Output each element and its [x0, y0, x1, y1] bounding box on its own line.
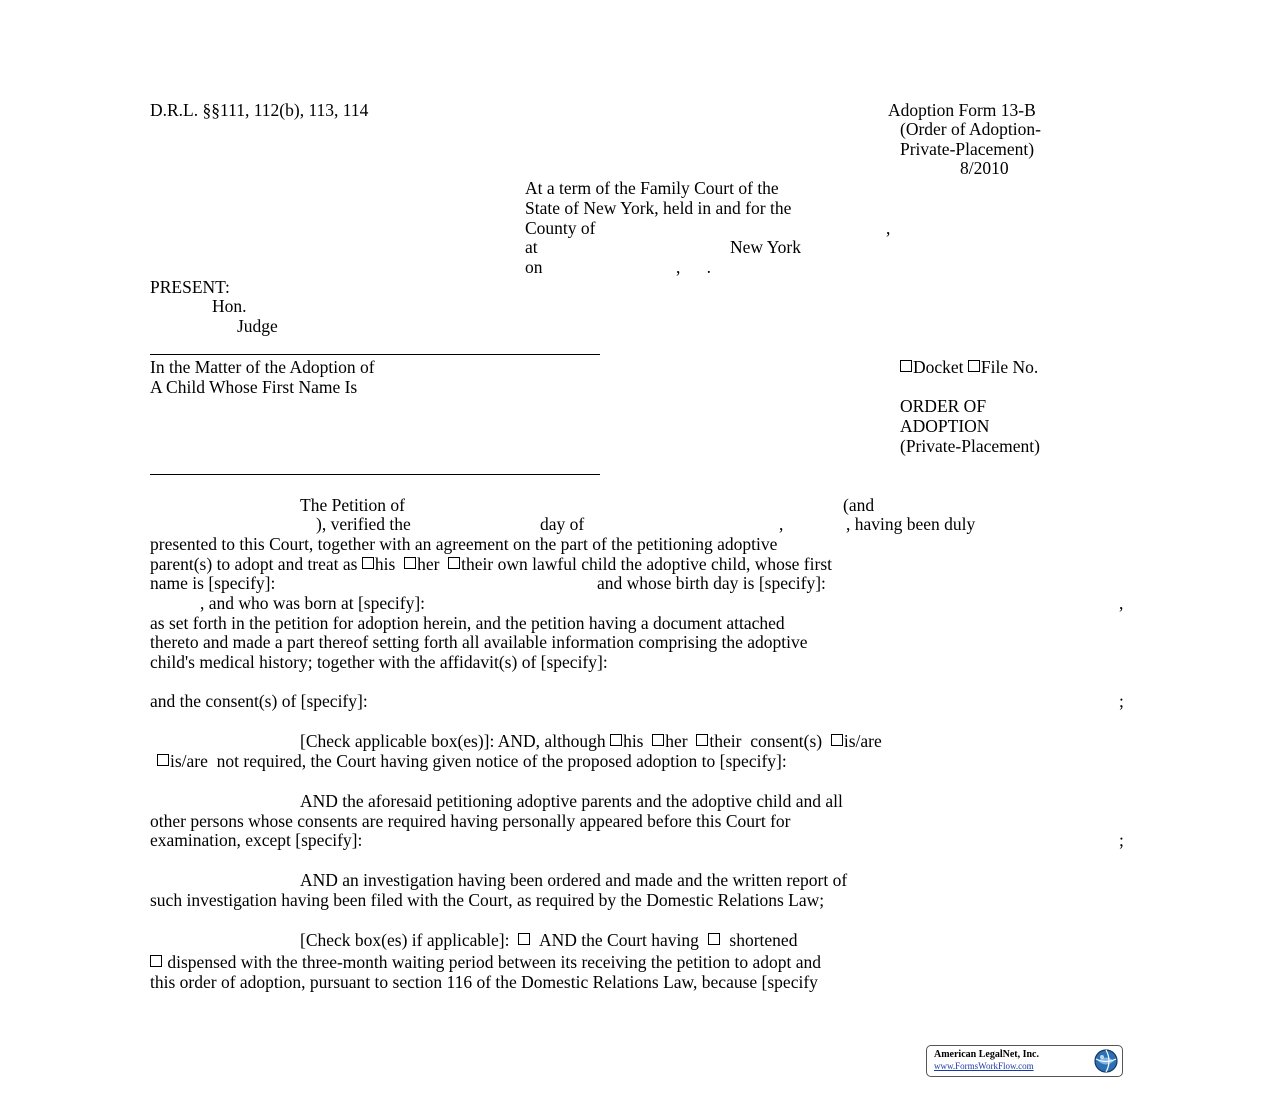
on-date-punctuation: , .: [676, 257, 711, 277]
their-checkbox[interactable]: [448, 557, 460, 569]
his-checkbox[interactable]: [362, 557, 374, 569]
publisher-name: American LegalNet, Inc.: [934, 1049, 1039, 1060]
first-name-label: name is [specify]:: [150, 573, 276, 593]
form-subtitle-2: Private-Placement): [900, 139, 1035, 159]
caption-bottom-rule: [150, 474, 600, 475]
body-line: presented to this Court, together with an agreement on the part of the petitioning adoptive: [150, 534, 778, 554]
adopt-treat-line: [150, 555, 832, 575]
examination-except-label: examination, except [specify]:: [150, 830, 363, 850]
docket-checkbox[interactable]: [900, 360, 912, 372]
globe-icon: [1093, 1048, 1119, 1074]
form-date: 8/2010: [960, 158, 1009, 178]
body-line: this order of adoption, pursuant to section 116 of the Domestic Relations Law, because [specify: [150, 972, 818, 992]
caption-matter-line: In the Matter of the Adoption of: [150, 357, 375, 377]
their-label: their: [709, 731, 742, 751]
form-number: Adoption Form 13-B: [888, 100, 1036, 120]
dispensed-checkbox[interactable]: [150, 955, 162, 967]
order-title-2: ADOPTION: [900, 416, 990, 436]
form-subtitle-1: (Order of Adoption-: [900, 119, 1041, 139]
waiting-period-line: [300, 931, 797, 951]
county-comma: ,: [886, 218, 891, 238]
check-applicable-label: [Check applicable box(es)]: AND, although: [300, 731, 606, 751]
file-no-checkbox[interactable]: [968, 360, 980, 372]
notice-text: not required, the Court having given notice of the proposed adoption to [specify]:: [216, 751, 787, 771]
court-having-label: AND the Court having: [538, 930, 699, 950]
order-title-3: (Private-Placement): [900, 436, 1040, 456]
consents-word: consent(s): [750, 731, 823, 751]
hon-label: Hon.: [212, 296, 247, 316]
isare-checkbox-1[interactable]: [831, 734, 843, 746]
having-been-duly: , having been duly: [846, 514, 976, 534]
consents-semicolon: ;: [1119, 691, 1124, 711]
court-term-line-2: State of New York, held in and for the: [525, 198, 792, 218]
statute-reference: D.R.L. §§111, 112(b), 113, 114: [150, 100, 369, 120]
isare-checkbox-2[interactable]: [157, 754, 169, 766]
affidavit-label: child's medical history; together with the affidavit(s) of [specify]:: [150, 652, 608, 672]
judge-label: Judge: [237, 316, 278, 336]
county-label: County of: [525, 218, 596, 238]
state-name: New York: [730, 237, 801, 257]
consent-her-checkbox[interactable]: [652, 734, 664, 746]
file-no-label: File No.: [980, 357, 1039, 377]
body-line: AND the aforesaid petitioning adoptive parents and the adoptive child and all: [300, 791, 843, 811]
his-label: his: [623, 731, 644, 751]
check-if-applicable-label: [Check box(es) if applicable]:: [300, 930, 510, 950]
her-checkbox[interactable]: [404, 557, 416, 569]
consent-their-checkbox[interactable]: [696, 734, 708, 746]
caption-top-rule: [150, 354, 600, 355]
isare-label: is/are: [843, 731, 882, 751]
order-title-1: ORDER OF: [900, 396, 987, 416]
caption-child-line: A Child Whose First Name Is: [150, 377, 358, 397]
publisher-url[interactable]: www.FormsWorkFlow.com: [934, 1061, 1034, 1071]
consent-not-required-line: [300, 732, 882, 752]
examination-semicolon: ;: [1119, 830, 1124, 850]
shortened-checkbox[interactable]: [708, 933, 720, 945]
body-line: such investigation having been filed with the Court, as required by the Domestic Relations Law;: [150, 890, 825, 910]
her-label: her: [665, 731, 688, 751]
adopt-treat-label: parent(s) to adopt and treat as: [150, 554, 358, 574]
body-line: as set forth in the petition for adoption herein, and the petition having a document attached: [150, 613, 785, 633]
docket-label: Docket: [913, 357, 964, 377]
his-label: his: [374, 554, 396, 574]
publisher-logo[interactable]: [926, 1045, 1123, 1077]
body-line: AND an investigation having been ordered and made and the written report of: [300, 870, 848, 890]
date-comma: ,: [779, 514, 784, 534]
and-paren: (and: [843, 495, 875, 515]
notice-line: [157, 752, 787, 772]
consents-label: and the consent(s) of [specify]:: [150, 691, 368, 711]
court-term-line-1: At a term of the Family Court of the: [525, 178, 779, 198]
day-of-label: day of: [540, 514, 585, 534]
present-label: PRESENT:: [150, 277, 230, 297]
her-label: her: [417, 554, 440, 574]
isare-label: is/are: [170, 751, 208, 771]
consent-his-checkbox[interactable]: [610, 734, 622, 746]
birth-day-label: and whose birth day is [specify]:: [597, 573, 826, 593]
at-label: at: [525, 237, 538, 257]
dispensed-line: [150, 953, 821, 973]
body-line: other persons whose consents are required having personally appeared before this Court for: [150, 811, 791, 831]
shortened-label: shortened: [729, 930, 798, 950]
petition-of-label: The Petition of: [300, 495, 405, 515]
born-at-label: , and who was born at [specify]:: [200, 593, 426, 613]
their-label: their own lawful child the adoptive child, whose first: [461, 554, 832, 574]
on-label: on: [525, 257, 543, 277]
court-having-checkbox[interactable]: [518, 933, 530, 945]
verified-the-label: ), verified the: [316, 514, 411, 534]
docket-file-selector: [900, 358, 1038, 378]
dispensed-text: dispensed with the three-month waiting period between its receiving the petition to adopt and: [167, 952, 822, 972]
body-line: thereto and made a part thereof setting forth all available information comprising the adoptive: [150, 632, 808, 652]
born-at-comma: ,: [1119, 593, 1124, 613]
